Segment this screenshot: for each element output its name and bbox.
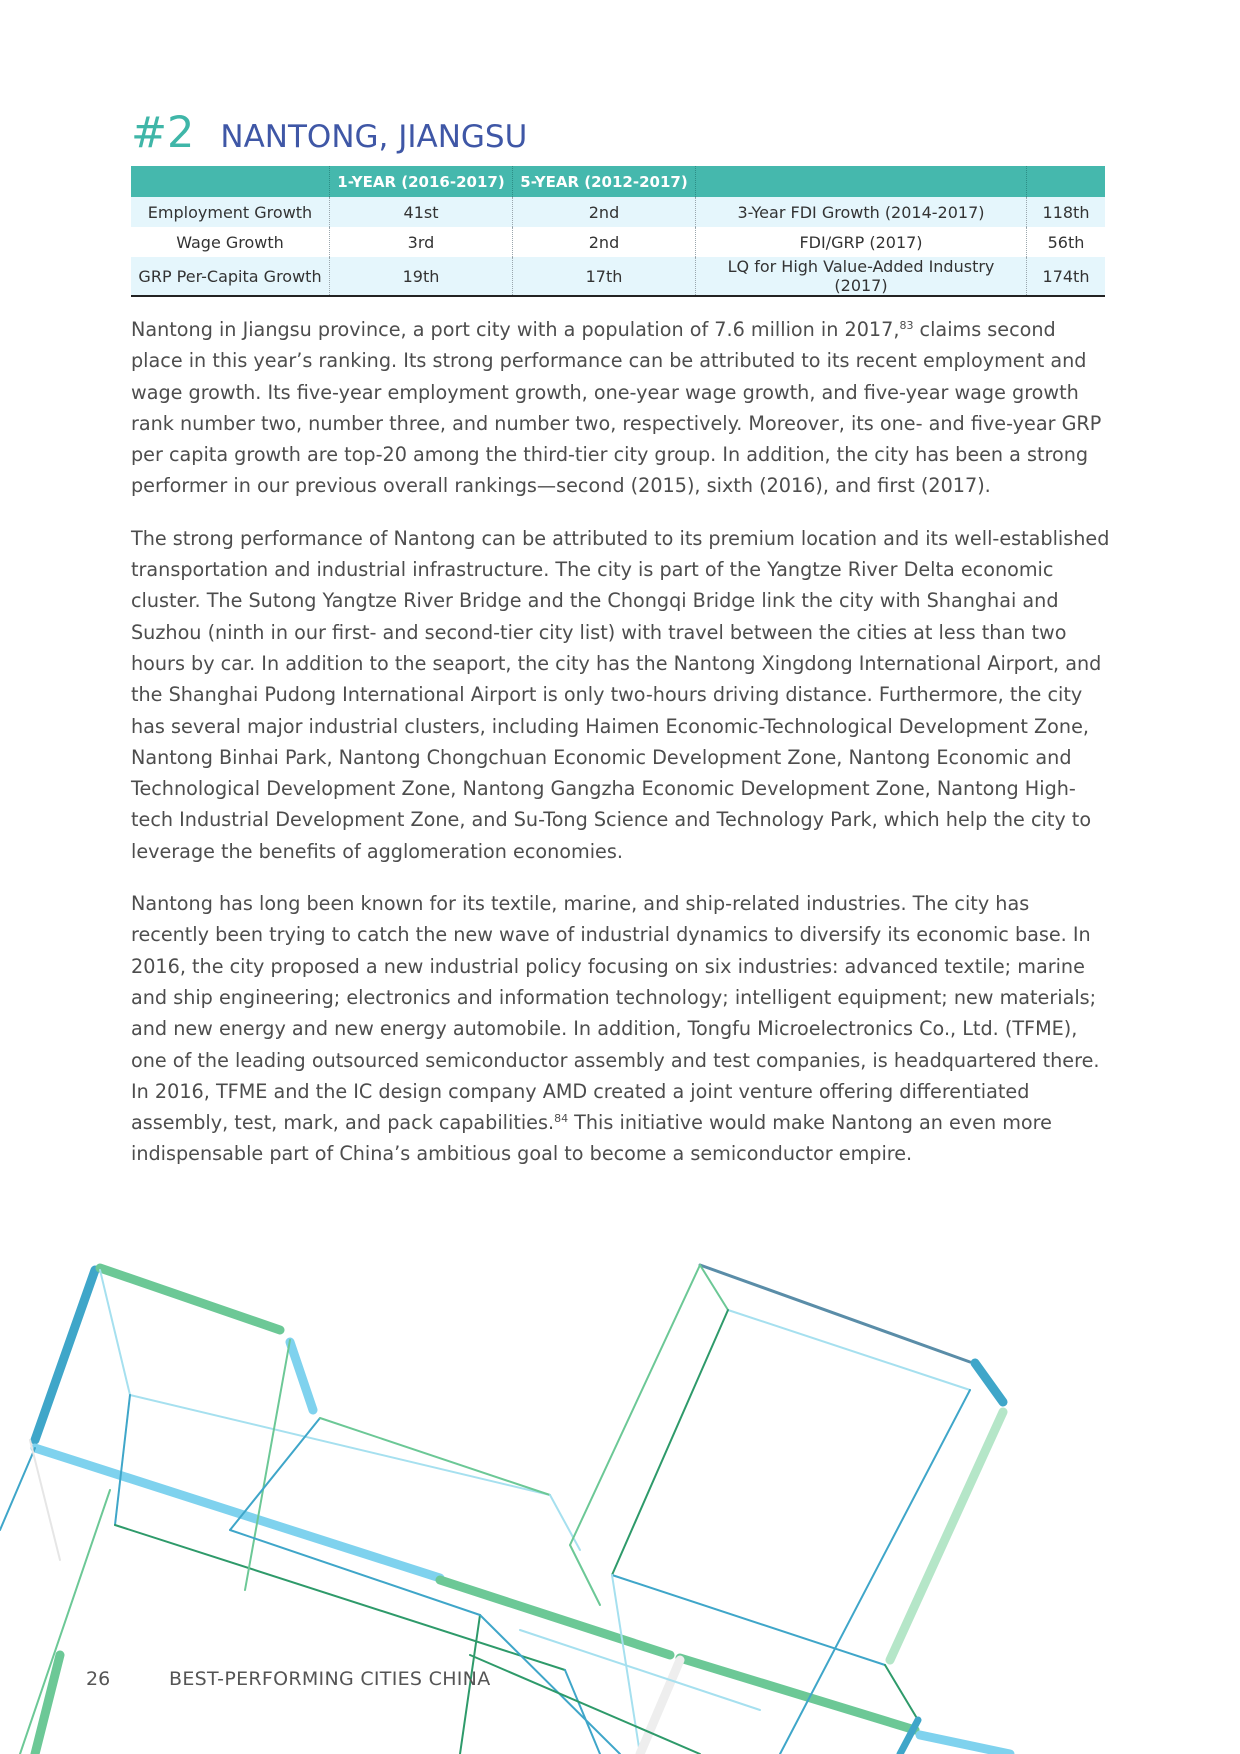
table-header-row [131, 166, 1105, 197]
table-cell: 2nd [513, 227, 696, 257]
page-heading [131, 108, 527, 158]
table-cell: 3rd [330, 227, 513, 257]
table-row [131, 227, 1105, 257]
paragraph-text: This initiative would make Nantong an even more indispensable part of China’s ambitious goal to become a semiconductor empire. [131, 1111, 1052, 1166]
paragraph-text: Nantong has long been known for its textile, marine, and ship-related industries. The city has recently been trying to catch the new wave of industrial dynamics to diversify its economic base. In 2016, the city proposed a new industrial policy focusing on six industries: advanced textile; marine and ship engineering; electronics and information technology; intelligent equipment; new materials; and new energy and new energy automobile. In addition, Tongfu Microelectronics Co., Ltd. (TFME), one of the leading outsourced semiconductor assembly and test companies, is headquartered there. In 2016, TFME and the IC design company AMD created a joint venture offering differentiated assembly, test, mark, and pack capabilities. [131, 892, 1100, 1135]
table-cell: 118th [1027, 197, 1106, 227]
paragraph-text: Nantong in Jiangsu province, a port city with a population of 7.6 million in 2017, [131, 318, 900, 341]
paragraph-text: claims second place in this year’s ranking. Its strong performance can be attributed to its recent employment and wage growth. Its five-year employment growth, one-year wage growth, and five-year wage growth rank number two, number three, and number two, respectively. Moreover, its one- and five-year GRP per capita growth are top-20 among the third-tier city group. In addition, the city has been a strong performer in our previous overall rankings—second (2015), sixth (2016), and first (2017). [131, 318, 1102, 498]
table-cell: FDI/GRP (2017) [696, 227, 1027, 257]
article-body [131, 314, 1111, 1191]
table-cell: 3-Year FDI Growth (2014-2017) [696, 197, 1027, 227]
paragraph-2: The strong performance of Nantong can be attributed to its premium location and its well-established transportation and industrial infrastructure. The city is part of the Yangtze River Delta economic cluster. The Sutong Yangtze River Bridge and the Chongqi Bridge link the city with Shanghai and Suzhou (ninth in our first- and second-tier city list) with travel between the cities at less than two hours by car. In addition to the seaport, the city has the Nantong Xingdong International Airport, and the Shanghai Pudong International Airport is only two-hours driving distance. Furthermore, the city has several major industrial clusters, including Haimen Economic-Technological Development Zone, Nantong Binhai Park, Nantong Chongchuan Economic Development Zone, Nantong Economic and Technological Development Zone, Nantong Gangzha Economic Development Zone, Nantong High-tech Industrial Development Zone, and Su-Tong Science and Technology Park, which help the city to leverage the benefits of agglomeration economies. [131, 526, 1110, 863]
table-cell: 19th [330, 257, 513, 296]
table-cell: 56th [1027, 227, 1106, 257]
table-cell: LQ for High Value-Added Industry (2017) [696, 257, 1027, 296]
table-row [131, 257, 1105, 296]
table-row [131, 197, 1105, 227]
table-cell: 2nd [513, 197, 696, 227]
footnote-ref-84[interactable]: 84 [554, 1112, 569, 1126]
table-cell: 174th [1027, 257, 1106, 296]
paragraph-3 [131, 888, 1111, 1170]
publication-title: BEST-PERFORMING CITIES CHINA [169, 1668, 491, 1690]
table-header-cell [696, 166, 1027, 197]
table-header-cell: 1-YEAR (2016-2017) [330, 166, 513, 197]
footnote-ref-83[interactable]: 83 [899, 319, 914, 332]
table-header-cell: 5-YEAR (2012-2017) [513, 166, 696, 197]
page-number: 26 [86, 1668, 111, 1690]
cube-outlines [0, 1265, 1010, 1754]
table-cell: 17th [513, 257, 696, 296]
table-cell: Wage Growth [176, 232, 284, 252]
rank-label: #2 [131, 108, 195, 158]
table-cell: Employment Growth [131, 197, 330, 227]
table-header-cell [1027, 166, 1106, 197]
table-header-cell [131, 166, 330, 197]
table-cell: 41st [330, 197, 513, 227]
city-title: NANTONG, JIANGSU [220, 119, 528, 155]
table-cell: GRP Per-Capita Growth [131, 257, 330, 296]
paragraph-1 [131, 314, 1111, 502]
rankings-table [131, 166, 1105, 297]
